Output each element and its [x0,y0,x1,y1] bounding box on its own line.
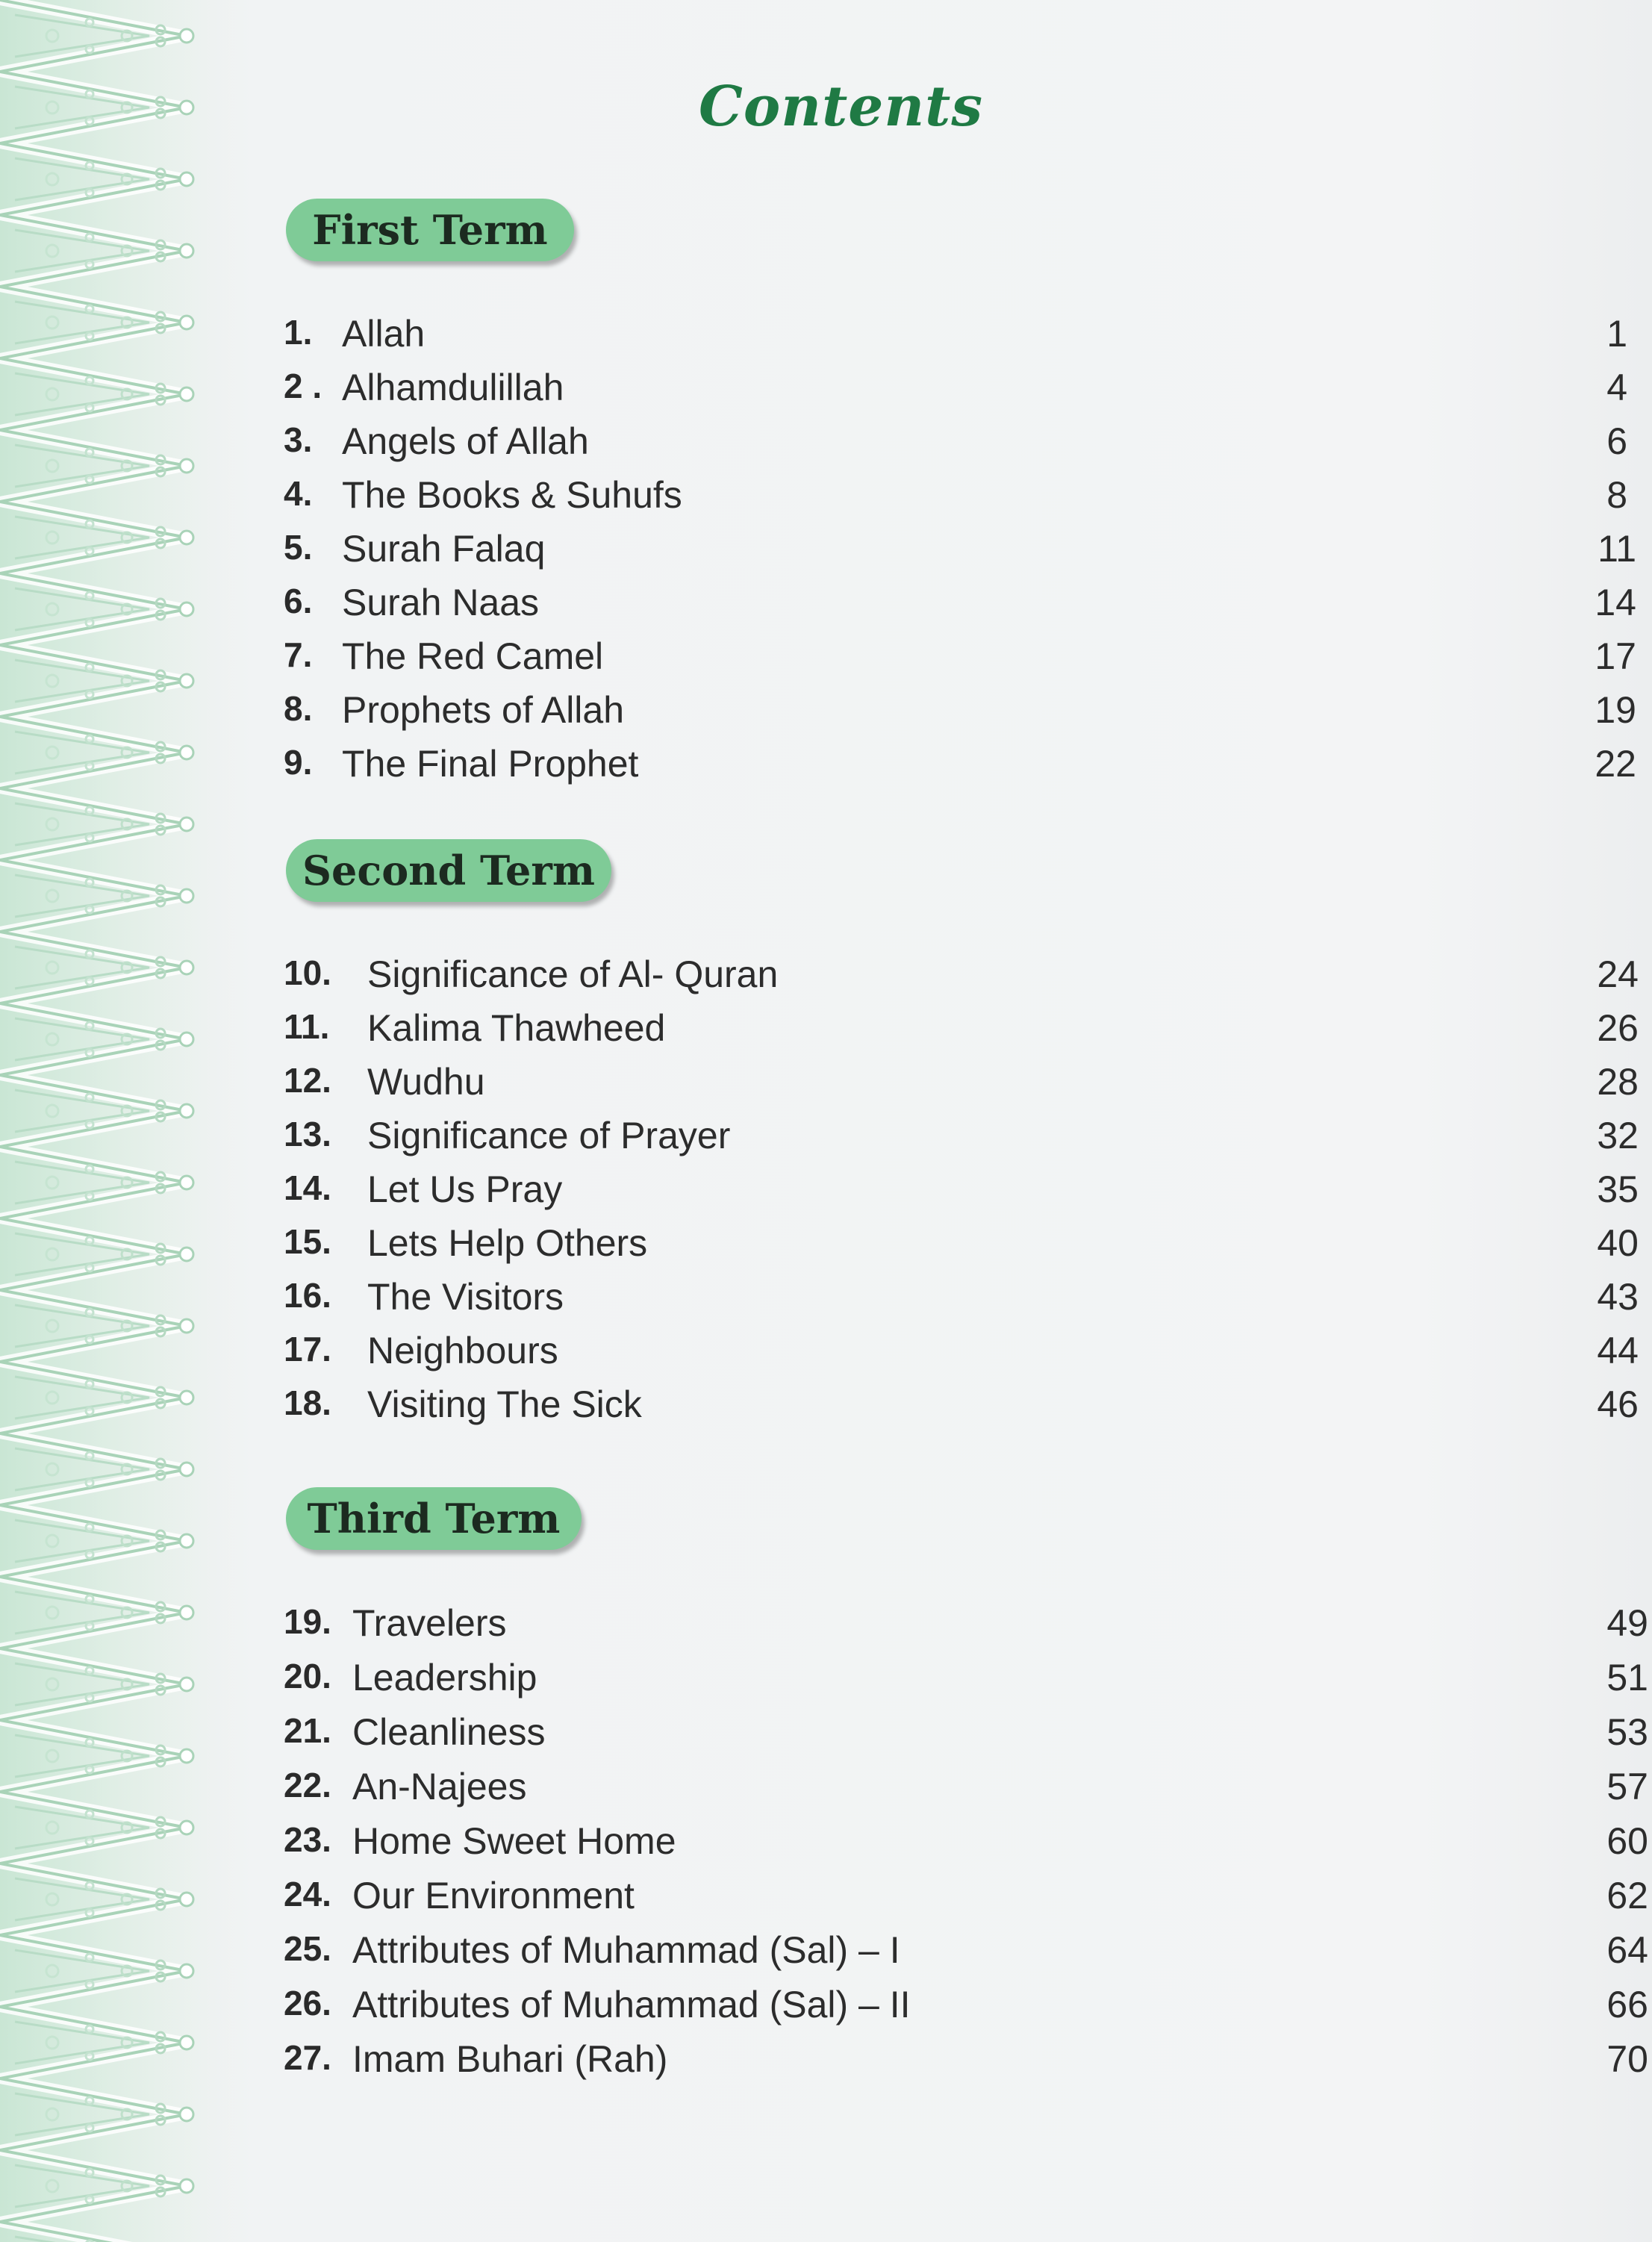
entry-title: Let Us Pray [367,1168,563,1210]
entry-page: 40 [1597,1222,1639,1264]
toc-entry[interactable] [284,1114,1639,1166]
entry-page: 44 [1597,1330,1639,1371]
entry-title: Attributes of Muhammad (Sal) – I [352,1929,900,1971]
entry-page: 4 [1606,367,1627,408]
toc-entry[interactable] [284,581,1636,633]
toc-entry[interactable] [284,953,1639,1005]
toc-entry[interactable] [284,527,1636,579]
entry-number: 16. [284,1276,331,1315]
entry-page: 43 [1597,1276,1639,1318]
entry-title: Cleanliness [352,1711,546,1753]
entry-page: 62 [1606,1875,1648,1916]
entry-title: Alhamdulillah [342,367,564,408]
entry-number: 7. [284,635,313,674]
entry-number: 26. [284,1984,331,2023]
entry-number: 15. [284,1222,331,1261]
toc-entry[interactable] [284,1383,1639,1435]
term-heading-second: Second Term [286,839,611,902]
entry-number: 20. [284,1657,331,1695]
entry-number: 9. [284,743,313,782]
toc-entry[interactable] [284,366,1627,418]
entry-page: 19 [1595,689,1636,731]
entry-page: 35 [1597,1168,1639,1210]
entry-number: 23. [284,1820,331,1859]
entry-title: Attributes of Muhammad (Sal) – II [352,1984,911,2025]
entry-title: Significance of Al- Quran [367,953,779,995]
toc-entry[interactable] [284,1060,1639,1112]
toc-entry[interactable] [284,2037,1648,2090]
entry-page: 49 [1606,1602,1648,1644]
entry-title: The Red Camel [342,635,604,677]
entry-number: 10. [284,953,331,992]
entry-title: Surah Falaq [342,528,546,570]
entry-page: 26 [1597,1007,1639,1049]
entry-title: Neighbours [367,1330,558,1371]
toc-entry[interactable] [284,1656,1648,1708]
toc-entry[interactable] [284,1710,1648,1763]
contents-heading [0,75,1652,139]
entry-page: 22 [1595,743,1636,785]
toc-entry[interactable] [284,420,1627,472]
entry-title: Leadership [352,1657,537,1698]
toc-entry[interactable] [284,473,1627,526]
entry-title: Prophets of Allah [342,689,625,731]
entry-page: 66 [1606,1984,1648,2025]
entry-title: Significance of Prayer [367,1115,731,1156]
toc-entry[interactable] [284,312,1627,364]
entry-title: Our Environment [352,1875,635,1916]
toc-entry[interactable] [284,688,1636,741]
toc-entry[interactable] [284,1765,1648,1817]
entry-title: An-Najees [352,1766,527,1807]
entry-title: Surah Naas [342,582,540,623]
toc-entry[interactable] [284,1601,1648,1654]
entry-title: Lets Help Others [367,1222,648,1264]
entry-page: 24 [1597,953,1639,995]
entry-page: 1 [1606,313,1627,355]
entry-number: 2 . [284,367,322,405]
entry-page: 51 [1606,1657,1648,1698]
toc-entry[interactable] [284,742,1636,794]
entry-page: 28 [1597,1061,1639,1103]
entry-title: Kalima Thawheed [367,1007,666,1049]
entry-page: 60 [1606,1820,1648,1862]
entry-title: Travelers [352,1602,507,1644]
entry-title: The Visitors [367,1276,564,1318]
entry-number: 22. [284,1766,331,1805]
toc-entry[interactable] [284,1874,1648,1926]
entry-number: 27. [284,2038,331,2077]
entry-number: 17. [284,1330,331,1368]
entry-number: 14. [284,1168,331,1207]
entry-title: Imam Buhari (Rah) [352,2038,668,2080]
toc-entry[interactable] [284,1168,1639,1220]
entry-number: 4. [284,474,313,513]
term-heading-third: Third Term [286,1487,582,1550]
entry-page: 64 [1606,1929,1648,1971]
entry-number: 13. [284,1115,331,1153]
toc-entry[interactable] [284,1329,1639,1381]
entry-title: Home Sweet Home [352,1820,676,1862]
entry-number: 18. [284,1383,331,1422]
entry-page: 17 [1595,635,1636,677]
entry-number: 19. [284,1602,331,1641]
entry-page: 14 [1595,582,1636,623]
entry-number: 3. [284,420,313,459]
toc-entry[interactable] [284,1983,1648,2035]
toc-entry[interactable] [284,635,1636,687]
toc-entry[interactable] [284,1006,1639,1059]
term-heading-first: First Term [286,199,574,261]
entry-page: 57 [1606,1766,1648,1807]
toc-entry[interactable] [284,1819,1648,1872]
entry-page: 8 [1606,474,1627,516]
entry-number: 6. [284,582,313,620]
page-title: Contents [699,75,983,139]
entry-page: 11 [1598,528,1636,570]
decorative-border [0,0,224,2242]
toc-entry[interactable] [284,1928,1648,1981]
entry-number: 25. [284,1929,331,1968]
entry-number: 21. [284,1711,331,1750]
entry-title: Wudhu [367,1061,485,1103]
entry-page: 32 [1597,1115,1639,1156]
entry-title: Angels of Allah [342,420,589,462]
entry-page: 46 [1597,1383,1639,1425]
entry-title: The Books & Suhufs [342,474,682,516]
entry-number: 5. [284,528,313,567]
entry-number: 8. [284,689,313,728]
entry-number: 11. [284,1007,330,1046]
entry-page: 6 [1606,420,1627,462]
entry-title: Visiting The Sick [367,1383,642,1425]
entry-number: 24. [284,1875,331,1914]
entry-number: 1. [284,313,313,352]
toc-entry[interactable] [284,1275,1639,1327]
entry-page: 70 [1606,2038,1648,2080]
entry-title: The Final Prophet [342,743,639,785]
toc-entry[interactable] [284,1221,1639,1274]
entry-title: Allah [342,313,426,355]
entry-page: 53 [1606,1711,1648,1753]
entry-number: 12. [284,1061,331,1100]
